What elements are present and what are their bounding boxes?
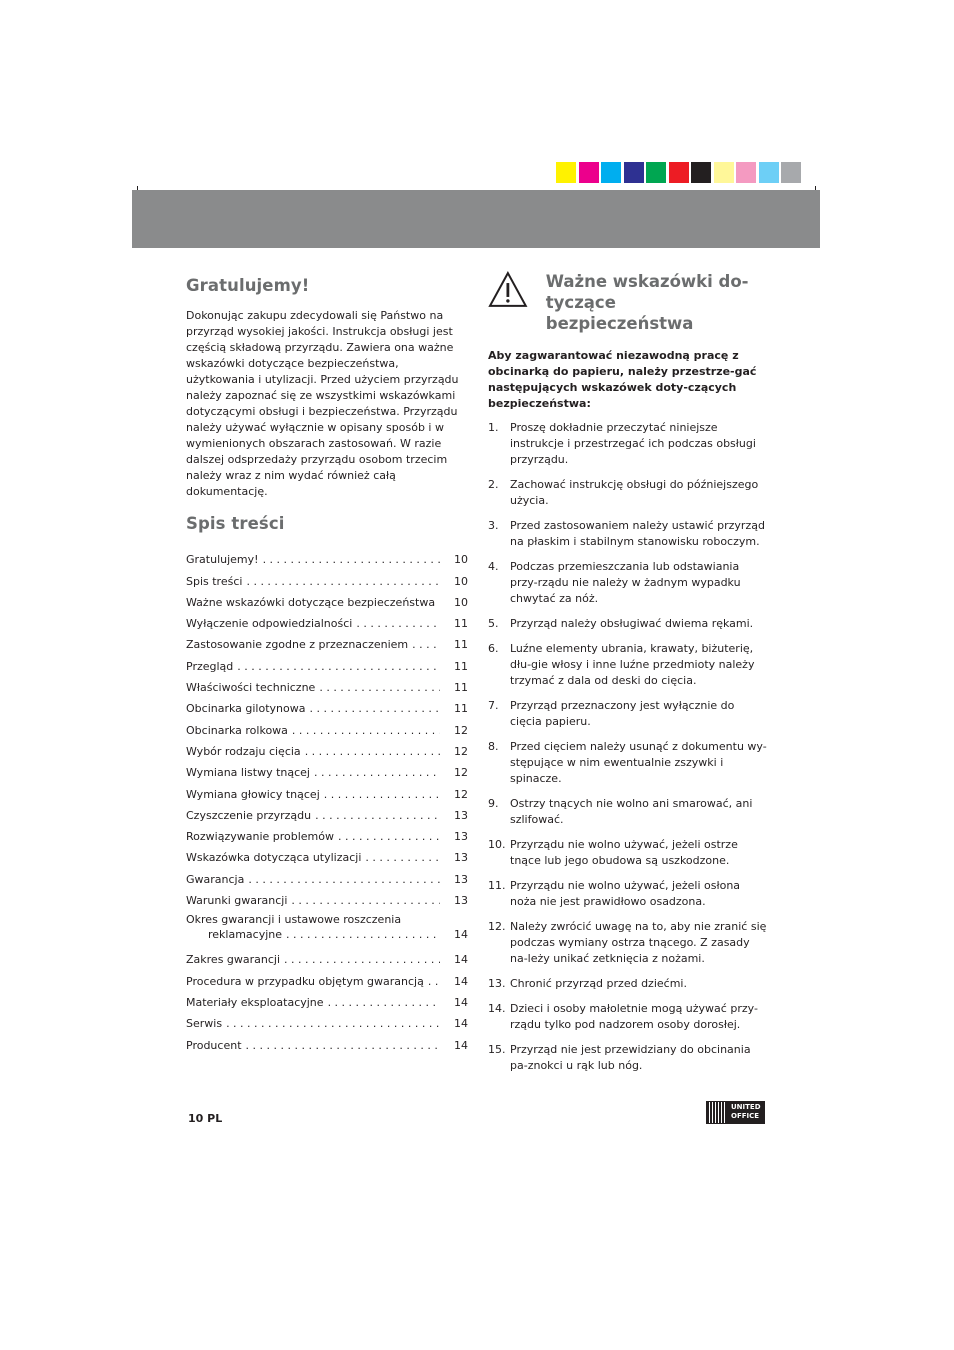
safety-rule bbox=[488, 641, 768, 689]
toc-leader bbox=[428, 974, 440, 989]
rule-number: 3. bbox=[488, 519, 499, 532]
toc-row[interactable] bbox=[186, 759, 468, 780]
rule-text: Chronić przyrząd przed dziećmi. bbox=[510, 977, 687, 990]
toc-page: 11 bbox=[454, 617, 468, 631]
color-swatch bbox=[669, 162, 689, 183]
toc-page: 13 bbox=[454, 872, 468, 886]
toc-title: Rozwiązywanie problemów bbox=[186, 830, 335, 844]
toc-title: Obcinarka rolkowa bbox=[186, 723, 288, 737]
rule-text: Zachować instrukcję obsługi do późniejszego użycia. bbox=[510, 478, 759, 507]
toc-page: 14 bbox=[454, 953, 468, 967]
toc-page: 14 bbox=[454, 1038, 468, 1052]
color-calibration-bar bbox=[556, 162, 804, 183]
toc-title: Ważne wskazówki dotyczące bezpieczeństwa bbox=[186, 595, 436, 609]
toc-title: Właściwości techniczne bbox=[186, 681, 316, 695]
rule-text: Przyrządu nie wolno używać, jeżeli ostrze tnące lub jego obudowa są uszkodzone. bbox=[510, 838, 738, 867]
rule-text: Ostrzy tnących nie wolno ani smarować, ani szlifować. bbox=[510, 797, 753, 826]
rule-text: Przyrząd należy obsługiwać dwiema rękami. bbox=[510, 617, 754, 630]
safety-rules-list bbox=[488, 420, 768, 1074]
rule-text: Należy zwrócić uwagę na to, aby nie zranić się podczas wymiany ostrza tnącego. Z zasady na-leży unikać zetknięcia z nożami. bbox=[510, 920, 767, 965]
toc-leader bbox=[365, 850, 440, 865]
toc-page: 11 bbox=[454, 702, 468, 716]
toc-leader bbox=[286, 927, 440, 942]
rule-number: 2. bbox=[488, 478, 499, 491]
toc-leader bbox=[412, 637, 440, 652]
toc-title: Gratulujemy! bbox=[186, 553, 259, 567]
rule-text: Proszę dokładnie przeczytać niniejsze instrukcje i przestrzegać ich podczas obsługi przyrządu. bbox=[510, 421, 756, 466]
safety-rule bbox=[488, 739, 768, 787]
safety-rule bbox=[488, 420, 768, 468]
color-swatch bbox=[736, 162, 756, 183]
color-swatch bbox=[646, 162, 666, 183]
rule-text: Przyrządu nie wolno używać, jeżeli osłona noża nie jest prawidłowo osadzona. bbox=[510, 879, 741, 908]
toc-leader bbox=[324, 787, 440, 802]
toc-leader bbox=[246, 574, 440, 589]
warning-icon bbox=[488, 270, 528, 310]
toc-line2 bbox=[186, 927, 468, 942]
toc-title: Materiały eksploatacyjne bbox=[186, 995, 324, 1009]
rule-number: 10. bbox=[488, 838, 506, 851]
safety-rule bbox=[488, 919, 768, 967]
rule-text: Przed zastosowaniem należy ustawić przyrząd na płaskim i stabilnym stanowisku roboczym. bbox=[510, 519, 765, 548]
toc-row[interactable] bbox=[186, 695, 468, 716]
toc-title: Wymiana głowicy tnącej bbox=[186, 787, 320, 801]
toc-title: Okres gwarancji i ustawowe roszczenia bbox=[186, 913, 402, 927]
rule-number: 13. bbox=[488, 977, 506, 990]
safety-rule bbox=[488, 1042, 768, 1074]
toc-row[interactable] bbox=[186, 1010, 468, 1031]
rule-number: 8. bbox=[488, 740, 499, 753]
toc-leader bbox=[284, 952, 440, 967]
safety-heading-line1: Ważne wskazówki do- bbox=[545, 272, 749, 291]
toc-row[interactable] bbox=[186, 946, 468, 967]
toc-title: Zakres gwarancji bbox=[186, 953, 281, 967]
congrats-text: Dokonując zakupu zdecydowali się Państwo na przyrząd wysokiej jakości. Instrukcja obsługi jest częścią składową przyrządu. Zawiera ona ważne wskazówki dotyczące bezpieczeństwa, użytkowania i utylizacji. Przed użyciem przyrządu należy zapoznać się ze wszystkimi wskazówkami dotyczącymi obsługi i bezpieczeństwa. Przyrządu należy używać wyłącznie w opisany sposób i w wymienionych obszarach zastosowań. W razie dalszej odsprzedaży przyrządu osobom trzecim należy wraz z nim wydać również całą dokumentację. bbox=[186, 309, 459, 498]
safety-rule bbox=[488, 698, 768, 730]
toc-title: Wyłączenie odpowiedzialności bbox=[186, 617, 353, 631]
toc-title: Spis treści bbox=[186, 574, 243, 588]
toc-page: 10 bbox=[454, 595, 468, 609]
toc-page: 14 bbox=[454, 928, 468, 942]
toc-page: 11 bbox=[454, 681, 468, 695]
logo-text bbox=[728, 1101, 765, 1124]
toc-leader bbox=[248, 872, 440, 887]
toc-row[interactable] bbox=[186, 887, 468, 908]
toc-title: Warunki gwarancji bbox=[186, 894, 288, 908]
toc-page: 10 bbox=[454, 553, 468, 567]
safety-rule bbox=[488, 559, 768, 607]
toc-row[interactable] bbox=[186, 589, 468, 610]
safety-rule bbox=[488, 837, 768, 869]
toc-row[interactable] bbox=[186, 780, 468, 801]
table-of-contents bbox=[186, 546, 468, 1053]
safety-rule bbox=[488, 477, 768, 509]
header-band bbox=[132, 190, 820, 248]
toc-row[interactable] bbox=[186, 652, 468, 673]
toc-page: 14 bbox=[454, 1017, 468, 1031]
toc-page: 12 bbox=[454, 766, 468, 780]
toc-leader bbox=[263, 552, 440, 567]
toc-row[interactable] bbox=[186, 738, 468, 759]
toc-row[interactable] bbox=[186, 546, 468, 567]
toc-leader bbox=[328, 995, 440, 1010]
toc-title: Serwis bbox=[186, 1017, 223, 1031]
toc-page: 10 bbox=[454, 574, 468, 588]
rule-number: 12. bbox=[488, 920, 506, 933]
toc-page: 11 bbox=[454, 638, 468, 652]
toc-title: Obcinarka gilotynowa bbox=[186, 702, 306, 716]
safety-heading-line2: tyczące bezpieczeństwa bbox=[545, 293, 694, 333]
logo-text-line2: OFFICE bbox=[731, 1112, 760, 1120]
rule-number: 7. bbox=[488, 699, 499, 712]
toc-heading: Spis treści bbox=[186, 514, 285, 533]
safety-intro: Aby zagwarantować niezawodną pracę z obcinarką do papieru, należy przestrze-gać następujących wskazówek doty-czących bezpieczeństwa: bbox=[488, 349, 757, 410]
toc-page: 12 bbox=[454, 787, 468, 801]
toc-title: Gwarancja bbox=[186, 872, 245, 886]
toc-page: 12 bbox=[454, 723, 468, 737]
toc-row[interactable] bbox=[186, 989, 468, 1010]
logo-text-line1: UNITED bbox=[731, 1103, 761, 1111]
safety-rule bbox=[488, 518, 768, 550]
toc-title: Przegląd bbox=[186, 659, 234, 673]
rule-text: Dzieci i osoby małoletnie mogą używać przy-rządu tylko pod nadzorem osoby dorosłej. bbox=[510, 1002, 758, 1031]
toc-leader bbox=[315, 808, 440, 823]
toc-title: Zastosowanie zgodne z przeznaczeniem bbox=[186, 638, 409, 652]
toc-page: 14 bbox=[454, 974, 468, 988]
toc-title: reklamacyjne bbox=[208, 928, 283, 942]
toc-page: 13 bbox=[454, 808, 468, 822]
toc-leader bbox=[291, 893, 440, 908]
toc-page: 13 bbox=[454, 830, 468, 844]
rule-text: Przyrząd przeznaczony jest wyłącznie do cięcia papieru. bbox=[510, 699, 735, 728]
toc-leader bbox=[439, 595, 440, 610]
rule-number: 1. bbox=[488, 421, 499, 434]
left-column bbox=[186, 276, 468, 1053]
toc-leader bbox=[292, 723, 440, 738]
toc-row[interactable] bbox=[186, 908, 468, 946]
rule-number: 14. bbox=[488, 1002, 506, 1015]
toc-row[interactable] bbox=[186, 610, 468, 631]
rule-number: 4. bbox=[488, 560, 499, 573]
page-number: 10 PL bbox=[188, 1112, 223, 1125]
safety-rule bbox=[488, 616, 768, 632]
toc-page: 11 bbox=[454, 659, 468, 673]
toc-row[interactable] bbox=[186, 865, 468, 886]
rule-number: 15. bbox=[488, 1043, 506, 1056]
rule-number: 5. bbox=[488, 617, 499, 630]
toc-row[interactable] bbox=[186, 844, 468, 865]
toc-page: 13 bbox=[454, 894, 468, 908]
toc-title: Producent bbox=[186, 1038, 242, 1052]
brand-logo bbox=[706, 1101, 765, 1124]
color-swatch bbox=[691, 162, 711, 183]
toc-title: Wybór rodzaju cięcia bbox=[186, 744, 301, 758]
toc-title: Wskazówka dotycząca utylizacji bbox=[186, 851, 362, 865]
toc-title: Procedura w przypadku objętym gwarancją bbox=[186, 974, 424, 988]
rule-text: Podczas przemieszczania lub odstawiania przy-rządu nie należy w żadnym wypadku chwytać za nóż. bbox=[510, 560, 741, 605]
toc-page: 14 bbox=[454, 995, 468, 1009]
toc-row[interactable] bbox=[186, 716, 468, 737]
rule-number: 6. bbox=[488, 642, 499, 655]
toc-row[interactable] bbox=[186, 567, 468, 588]
toc-row[interactable] bbox=[186, 967, 468, 988]
safety-rule bbox=[488, 1001, 768, 1033]
toc-row[interactable] bbox=[186, 674, 468, 695]
color-swatch bbox=[624, 162, 644, 183]
color-swatch bbox=[601, 162, 621, 183]
toc-leader bbox=[246, 1038, 440, 1053]
toc-row[interactable] bbox=[186, 823, 468, 844]
toc-title: Wymiana listwy tnącej bbox=[186, 766, 310, 780]
toc-leader bbox=[338, 829, 440, 844]
toc-leader bbox=[237, 659, 440, 674]
toc-row[interactable] bbox=[186, 1031, 468, 1052]
safety-rule bbox=[488, 796, 768, 828]
congrats-heading: Gratulujemy! bbox=[186, 276, 310, 295]
right-column bbox=[488, 268, 768, 1083]
color-swatch bbox=[759, 162, 779, 183]
toc-leader bbox=[226, 1016, 440, 1031]
safety-rule bbox=[488, 878, 768, 910]
toc-title: Czyszczenie przyrządu bbox=[186, 808, 312, 822]
toc-leader bbox=[319, 680, 440, 695]
rule-number: 11. bbox=[488, 879, 506, 892]
safety-header bbox=[488, 268, 768, 334]
color-swatch bbox=[579, 162, 599, 183]
rule-text: Luźne elementy ubrania, krawaty, biżuterię, dłu-gie włosy i inne luźne przedmioty należy trzymać z dala od deski do cięcia. bbox=[510, 642, 755, 687]
toc-row[interactable] bbox=[186, 802, 468, 823]
safety-rule bbox=[488, 976, 768, 992]
rule-number: 9. bbox=[488, 797, 499, 810]
color-swatch bbox=[556, 162, 576, 183]
rule-text: Przyrząd nie jest przewidziany do obcinania pa-znokci u rąk lub nóg. bbox=[510, 1043, 751, 1072]
color-swatch bbox=[781, 162, 801, 183]
toc-page: 12 bbox=[454, 744, 468, 758]
toc-leader bbox=[305, 744, 440, 759]
toc-page: 13 bbox=[454, 851, 468, 865]
toc-row[interactable] bbox=[186, 631, 468, 652]
toc-leader bbox=[309, 701, 440, 716]
toc-leader bbox=[314, 765, 440, 780]
color-swatch bbox=[714, 162, 734, 183]
logo-grid-icon bbox=[706, 1101, 728, 1124]
toc-leader bbox=[356, 616, 440, 631]
rule-text: Przed cięciem należy usunąć z dokumentu wy-stępujące w nim ewentualnie zszywki i spinacze. bbox=[510, 740, 767, 785]
